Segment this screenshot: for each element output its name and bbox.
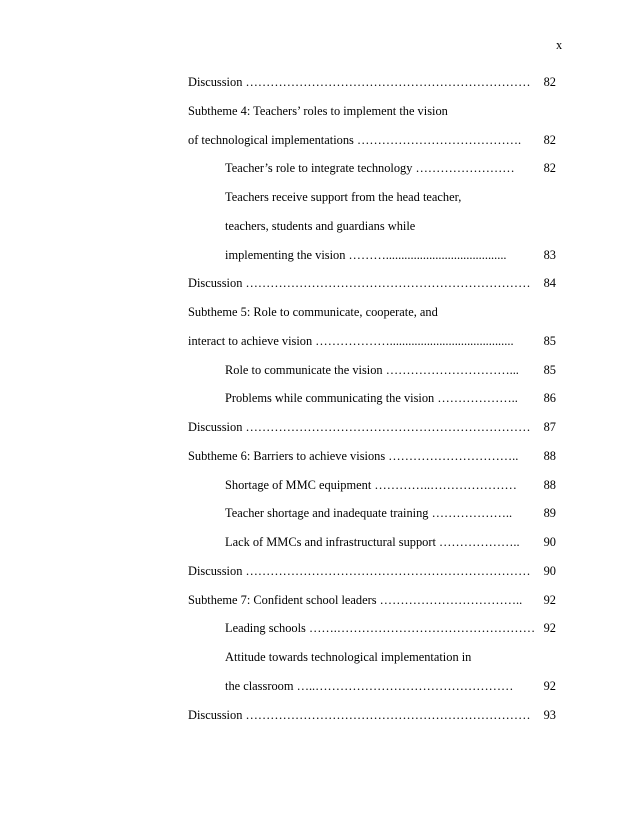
toc-entry-page: 86 [543, 391, 556, 406]
toc-entry-page: 87 [543, 420, 556, 434]
toc-entry-page: 84 [543, 276, 556, 291]
toc-entry-title: Shortage of MMC equipment …………..………………… [225, 477, 517, 492]
toc-entry [188, 304, 556, 333]
toc-entry-title: Teachers receive support from the head teacher, [225, 190, 462, 204]
toc-entry-title: Discussion …………………………………………………………… [188, 276, 531, 291]
toc-entry-title: of technological implementations …………………………………. [188, 132, 522, 147]
toc-entry [188, 275, 556, 304]
toc-entry-title: Subtheme 7: Confident school leaders …………………………….. [188, 592, 523, 607]
toc-entry-title: Discussion …………………………………………………………… [188, 75, 531, 89]
toc-entry [188, 620, 556, 649]
toc-entry [188, 448, 556, 477]
toc-entry-title: Subtheme 4: Teachers’ roles to implement the vision [188, 103, 448, 118]
toc-entry-page: 83 [543, 247, 556, 262]
toc-entry [188, 74, 556, 103]
toc-entry-title: implementing the vision ………....................................... [225, 247, 507, 262]
toc-entry-title: Teacher’s role to integrate technology …………………… [225, 161, 515, 176]
toc-entry [188, 189, 556, 218]
toc-entry [188, 132, 556, 161]
toc-entry-title: teachers, students and guardians while [225, 218, 416, 233]
toc-entry [188, 649, 556, 678]
toc-entry-page: 82 [543, 161, 556, 176]
toc-entry-page: 82 [543, 75, 556, 89]
toc-entry [188, 678, 556, 707]
table-of-contents [188, 74, 556, 735]
toc-entry-title: Teacher shortage and inadequate training ……………….. [225, 506, 513, 521]
toc-entry [188, 477, 556, 506]
toc-entry [188, 362, 556, 391]
toc-entry-title: Attitude towards technological implementation in [225, 650, 472, 664]
toc-entry-page: 92 [543, 621, 556, 636]
toc-entry-page: 85 [543, 333, 556, 348]
toc-entry-title: Lack of MMCs and infrastructural support ……………….. [225, 535, 520, 549]
toc-entry-page: 89 [543, 506, 556, 521]
toc-entry [188, 534, 556, 563]
toc-entry [188, 390, 556, 419]
toc-entry [188, 103, 556, 132]
toc-entry-title: Subtheme 6: Barriers to achieve visions ………………………….. [188, 448, 519, 463]
toc-entry-title: the classroom …..………………………………………… [225, 678, 514, 693]
toc-entry [188, 563, 556, 592]
toc-entry [188, 419, 556, 448]
toc-entry [188, 160, 556, 189]
toc-entry-title: Leading schools …….………………………………………… [225, 621, 536, 636]
toc-entry [188, 707, 556, 736]
toc-entry [188, 333, 556, 362]
toc-entry [188, 218, 556, 247]
toc-entry-title: Discussion …………………………………………………………… [188, 563, 531, 578]
toc-entry [188, 505, 556, 534]
toc-entry-page: 90 [543, 563, 556, 578]
page-number: x [556, 38, 563, 52]
toc-entry-page: 88 [543, 448, 556, 463]
toc-entry-page: 88 [543, 477, 556, 492]
toc-entry [188, 247, 556, 276]
toc-entry-title: Subtheme 5: Role to communicate, cooperate, and [188, 305, 438, 319]
toc-entry [188, 592, 556, 621]
toc-entry-title: Discussion …………………………………………………………… [188, 707, 531, 722]
toc-entry-title: Problems while communicating the vision ……………….. [225, 391, 518, 406]
toc-entry-page: 93 [543, 707, 556, 722]
toc-entry-page: 82 [543, 132, 556, 147]
toc-entry-page: 90 [543, 535, 556, 549]
toc-entry-title: Role to communicate the vision …………………………... [225, 362, 519, 377]
toc-entry-page: 92 [543, 678, 556, 693]
toc-entry-page: 92 [543, 592, 556, 607]
toc-entry-title: Discussion …………………………………………………………… [188, 420, 531, 434]
toc-entry-title: interact to achieve vision ………………........................................ [188, 333, 514, 348]
toc-entry-page: 85 [543, 362, 556, 377]
